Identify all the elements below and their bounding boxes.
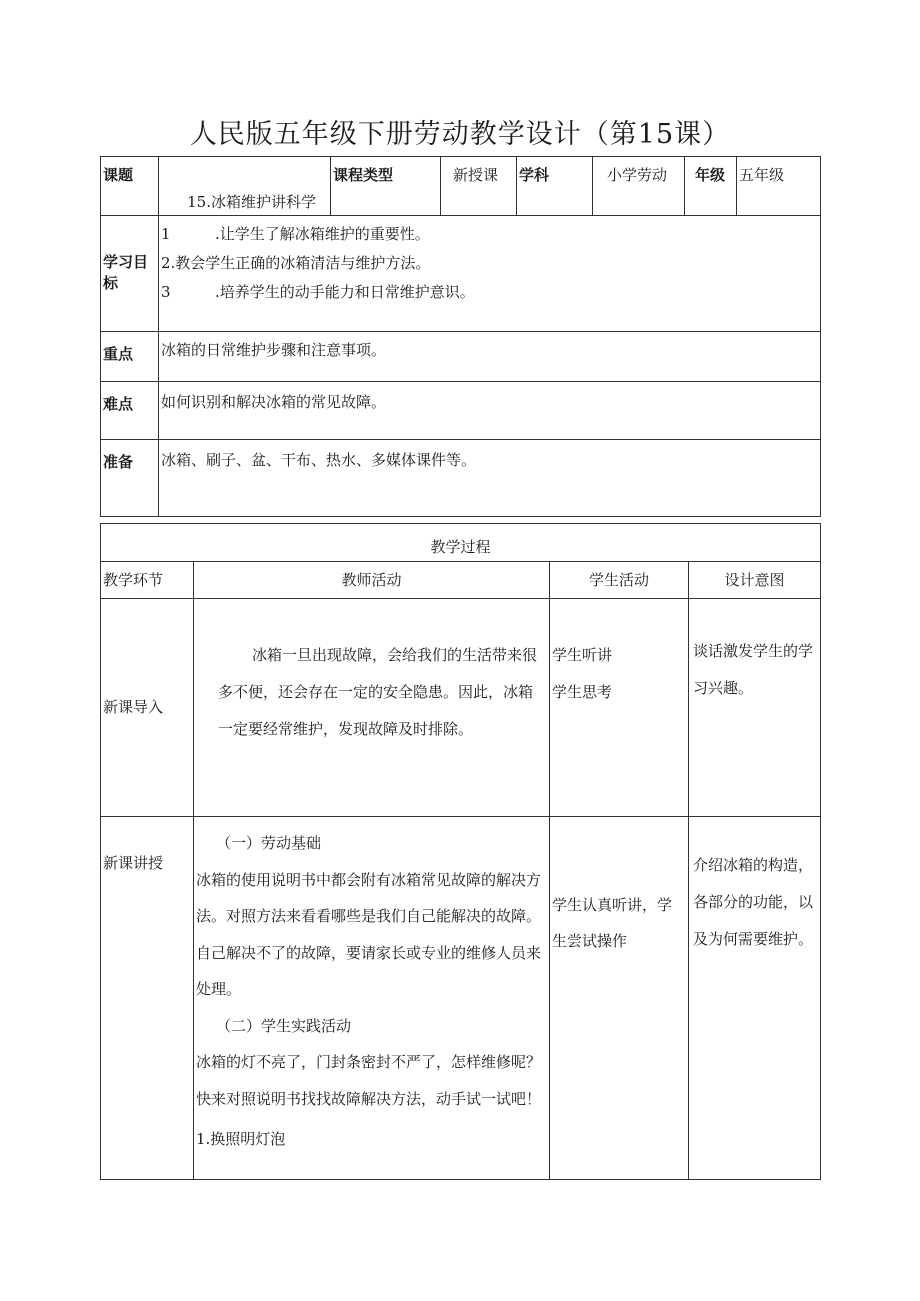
course-type-label: 课程类型: [331, 157, 441, 216]
teaching-process-table: [100, 523, 821, 1180]
objectives-list: [159, 216, 821, 332]
col-stage-header: 教学环节: [101, 562, 194, 599]
col-student-header: 学生活动: [550, 562, 689, 599]
intent-lecture: 介绍冰箱的构造，各部分的功能，以及为何需要维护。: [689, 817, 821, 1180]
grade-label: 年级: [685, 157, 737, 216]
topic-value: 15.冰箱维护讲科学: [187, 193, 316, 211]
difficulty-value: 如何识别和解决冰箱的常见故障。: [159, 382, 821, 440]
key-point-label: 重点: [101, 332, 159, 382]
table-row: [101, 599, 821, 817]
objective-item: 1 .让学生了解冰箱维护的重要性。: [161, 225, 430, 243]
process-heading: 教学过程: [101, 524, 821, 562]
stage-lecture: 新课讲授: [101, 817, 194, 1180]
col-intent-header: 设计意图: [689, 562, 821, 599]
student-intro: 学生听讲 学生思考: [550, 599, 689, 817]
subject-label: 学科: [517, 157, 593, 216]
grade-value: 五年级: [737, 157, 821, 216]
subject-value: 小学劳动: [593, 157, 685, 216]
key-point-value: 冰箱的日常维护步骤和注意事项。: [159, 332, 821, 382]
lesson-info-table: [100, 156, 821, 517]
objective-item: 3 .培养学生的动手能力和日常维护意识。: [161, 283, 475, 301]
preparation-value: 冰箱、刷子、盆、干布、热水、多媒体课件等。: [159, 440, 821, 517]
document-title: 人民版五年级下册劳动教学设计（第15课）: [189, 119, 731, 150]
objectives-label: 学习目 标: [101, 216, 159, 332]
intent-intro: 谈话激发学生的学习兴趣。: [689, 599, 821, 817]
table-row: [101, 817, 821, 1180]
topic-label: 课题: [101, 157, 159, 216]
preparation-label: 准备: [101, 440, 159, 517]
teacher-lecture: （一）劳动基础 冰箱的使用说明书中都会附有冰箱常见故障的解决方法。对照方法来看看哪些是我们自己能解决的故障。自己解决不了的故障，要请家长或专业的维修人员来处理。 （二）学生实践活动 冰箱的灯不亮了，门封条密封不严了，怎样维修呢？快来对照说明书找找故障解决方法，动手试一试吧！ 1.换照明灯泡: [194, 817, 550, 1180]
difficulty-label: 难点: [101, 382, 159, 440]
student-lecture: 学生认真听讲，学生尝试操作: [550, 817, 689, 1180]
teacher-intro: 冰箱一旦出现故障，会给我们的生活带来很多不便，还会存在一定的安全隐患。因此，冰箱一定要经常维护，发现故障及时排除。: [194, 599, 550, 817]
col-teacher-header: 教师活动: [194, 562, 550, 599]
course-type-value: 新授课: [441, 157, 517, 216]
objective-item: 2.教会学生正确的冰箱清洁与维护方法。: [161, 254, 431, 272]
stage-intro: 新课导入: [101, 599, 194, 817]
